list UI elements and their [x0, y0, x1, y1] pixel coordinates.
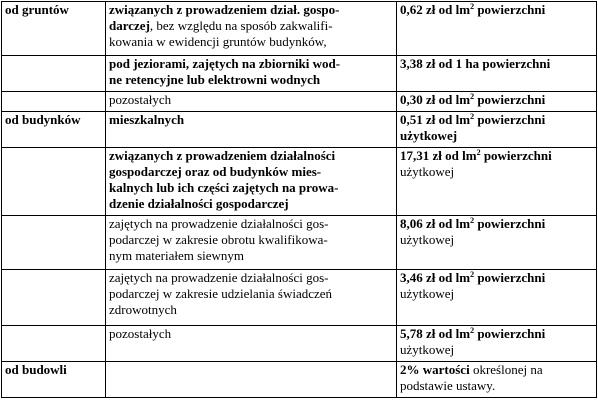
description-line — [109, 112, 393, 128]
description-cell — [106, 216, 397, 270]
description-cell — [106, 362, 397, 398]
table-row — [2, 92, 597, 112]
rate-cell — [397, 362, 597, 398]
rate-line — [400, 342, 593, 358]
text-run: zajętych na prowadzenie działalności gos- — [109, 270, 329, 285]
description-cell — [106, 148, 397, 216]
subject-cell: od gruntów — [2, 2, 106, 56]
description-line — [109, 216, 393, 232]
text-run: dzenie działalności gospodarczej — [109, 196, 289, 211]
description-line — [109, 180, 393, 196]
description-line — [109, 232, 393, 248]
text-run: użytkowej — [400, 128, 458, 143]
superscript: 2 — [470, 92, 475, 101]
rate-line — [400, 270, 593, 286]
rate-cell — [397, 112, 597, 148]
rate-cell — [397, 2, 597, 56]
superscript: 2 — [476, 148, 481, 157]
rate-line — [400, 216, 593, 232]
description-line — [109, 2, 393, 18]
text-run: pozostałych — [109, 92, 172, 107]
text-run: powierzchni — [474, 2, 546, 17]
text-run: podarczej w zakresie obrotu kwalifikowa- — [109, 232, 328, 247]
text-run: gospodarczej oraz od budynków mies- — [109, 164, 322, 179]
text-run: nym materiałem siewnym — [109, 248, 245, 263]
description-cell — [106, 56, 397, 92]
rate-line — [400, 164, 593, 180]
text-run: , bez względu na sposób zakwalifi- — [149, 18, 333, 33]
subject-cell — [2, 270, 106, 326]
description-line — [109, 34, 393, 50]
description-cell — [106, 92, 397, 112]
text-run: określonej na — [469, 362, 543, 377]
text-run: związanych z prowadzeniem działalności — [109, 148, 336, 163]
description-line — [109, 196, 393, 212]
table-row — [2, 56, 597, 92]
text-run: podarczej w zakresie udzielania świadczeń — [109, 286, 333, 301]
text-run: 5,78 zł od lm — [400, 326, 471, 341]
text-run: 0,51 zł od lm — [400, 112, 471, 127]
description-line — [109, 270, 393, 286]
rate-cell — [397, 216, 597, 270]
rate-cell — [397, 56, 597, 92]
superscript: 2 — [470, 270, 475, 279]
table-row — [2, 326, 597, 362]
description-cell — [106, 270, 397, 326]
rate-cell — [397, 148, 597, 216]
rate-line — [400, 148, 593, 164]
subject-cell: od budowli — [2, 362, 106, 398]
rate-cell — [397, 270, 597, 326]
subject-cell — [2, 92, 106, 112]
description-line — [109, 148, 393, 164]
rate-line — [400, 128, 593, 144]
text-run: podstawie ustawy. — [400, 378, 496, 393]
text-run: darczej — [109, 18, 150, 33]
table-row — [2, 362, 597, 398]
text-run: 3,46 zł od lm — [400, 270, 471, 285]
rate-line — [400, 378, 593, 394]
text-run: 3,38 zł od 1 ha powierzchni — [400, 56, 551, 71]
description-cell — [106, 2, 397, 56]
text-run: 17,31 zł od lm — [400, 148, 477, 163]
subject-cell — [2, 56, 106, 92]
description-line — [109, 248, 393, 264]
description-line — [109, 302, 393, 318]
rate-line — [400, 362, 593, 378]
table-row — [2, 148, 597, 216]
superscript: 2 — [470, 112, 475, 121]
text-run: zajętych na prowadzenie działalności gos- — [109, 216, 329, 231]
text-run: powierzchni — [474, 112, 546, 127]
tax-rate-table — [1, 1, 597, 398]
description-line — [109, 18, 393, 34]
text-run: użytkowej — [400, 164, 455, 179]
text-run: kowania w ewidencji gruntów budynków, — [109, 34, 327, 49]
tax-rate-table-body — [2, 2, 597, 398]
description-line — [109, 72, 393, 88]
table-row — [2, 112, 597, 148]
text-run: mieszkalnych — [109, 112, 185, 127]
text-run: użytkowej — [400, 232, 455, 247]
text-run: pod jeziorami, zajętych na zbiorniki wod- — [109, 56, 341, 71]
rate-line — [400, 232, 593, 248]
text-run: 8,06 zł od lm — [400, 216, 471, 231]
description-line — [109, 286, 393, 302]
description-cell — [106, 326, 397, 362]
text-run: zdrowotnych — [109, 302, 177, 317]
text-run: powierzchni — [480, 148, 552, 163]
text-run: związanych z prowadzeniem dział. gospo- — [109, 2, 340, 17]
rate-line — [400, 326, 593, 342]
text-run: powierzchni — [474, 92, 546, 107]
text-run: pozostałych — [109, 326, 172, 341]
rate-cell — [397, 326, 597, 362]
table-row — [2, 2, 597, 56]
rate-line — [400, 92, 593, 108]
text-run: użytkowej — [400, 342, 455, 357]
superscript: 2 — [470, 216, 475, 225]
description-line — [109, 92, 393, 108]
description-line — [109, 164, 393, 180]
text-run: powierzchni — [474, 270, 546, 285]
text-run: 0,30 zł od lm — [400, 92, 471, 107]
subject-cell: od budynków — [2, 112, 106, 148]
rate-line — [400, 56, 593, 72]
table-row — [2, 270, 597, 326]
subject-cell — [2, 216, 106, 270]
text-run: 2% wartości — [400, 362, 470, 377]
subject-cell — [2, 148, 106, 216]
text-run: użytkowej — [400, 286, 455, 301]
description-line — [109, 326, 393, 342]
text-run: powierzchni — [474, 326, 546, 341]
rate-line — [400, 112, 593, 128]
description-cell — [106, 112, 397, 148]
text-run: ne retencyjne lub elektrowni wodnych — [109, 72, 321, 87]
text-run: kalnych lub ich części zajętych na prowa- — [109, 180, 339, 195]
text-run: powierzchni — [474, 216, 546, 231]
rate-line — [400, 2, 593, 18]
superscript: 2 — [470, 326, 475, 335]
table-row — [2, 216, 597, 270]
text-run: 0,62 zł od lm — [400, 2, 471, 17]
rate-line — [400, 286, 593, 302]
rate-cell — [397, 92, 597, 112]
description-line — [109, 56, 393, 72]
subject-cell — [2, 326, 106, 362]
superscript: 2 — [470, 2, 475, 11]
